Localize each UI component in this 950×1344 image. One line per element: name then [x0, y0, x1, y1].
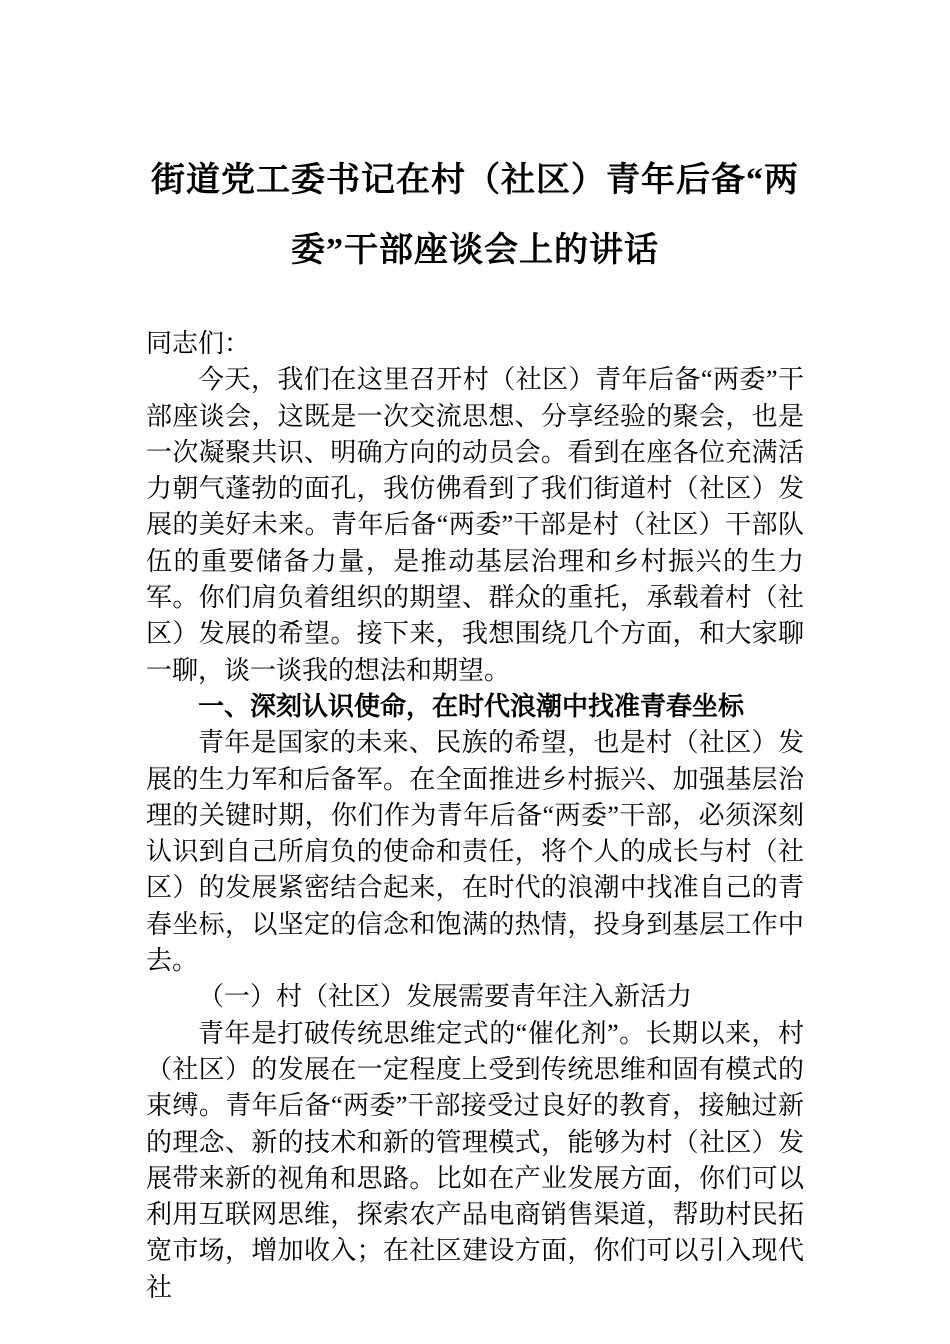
document-title-line-2: 委”干部座谈会上的讲话 [291, 232, 659, 269]
paragraph-salutation: 同志们： [146, 329, 251, 358]
paragraph-body: 今天，我们在这里召开村（社区）青年后备“两委”干部座谈会，这既是一次交流思想、分享经验的聚会，也是一次凝聚共识、明确方向的动员会。看到在座各位充满活力朝气蓬勃的面孔，我仿佛看到了我们街道村（社区）发展的美好未来。青年后备“两委”干部是村（社区）干部队伍的重要储备力量，是推动基层治理和乡村振兴的生力军。你们肩负着组织的期望、群众的重托，承载着村（社区）发展的希望。接下来，我想围绕几个方面，和大家聊一聊，谈一谈我的想法和期望。 [146, 365, 804, 685]
paragraph-subheading: （一）村（社区）发展需要青年注入新活力 [198, 982, 693, 1012]
document-title-line-1: 街道党工委书记在村（社区）青年后备“两 [151, 162, 799, 199]
paragraph-body: 青年是打破传统思维定式的“催化剂”。长期以来，村（社区）的发展在一定程度上受到传统思维和固有模式的束缚。青年后备“两委”干部接受过良好的教育，接触过新的理念、新的技术和新的管理模式，能够为村（社区）发展带来新的视角和思路。比如在产业发展方面，你们可以利用互联网思维，探索农产品电商销售渠道，帮助村民拓宽市场，增加收入；在社区建设方面，你们可以引入现代社 [146, 1018, 804, 1302]
document-title [146, 146, 804, 286]
paragraph-body: 青年是国家的未来、民族的希望，也是村（社区）发展的生力军和后备军。在全面推进乡村振兴、加强基层治理的关键时期，你们作为青年后备“两委”干部，必须深刻认识到自己所肩负的使命和责任，将个人的成长与村（社区）的发展紧密结合起来，在时代的浪潮中找准自己的青春坐标，以坚定的信念和饱满的热情，投身到基层工作中去。 [146, 728, 804, 976]
document-body [146, 326, 804, 1306]
paragraph-heading: 一、深刻认识使命，在时代浪潮中找准青春坐标 [198, 691, 745, 721]
